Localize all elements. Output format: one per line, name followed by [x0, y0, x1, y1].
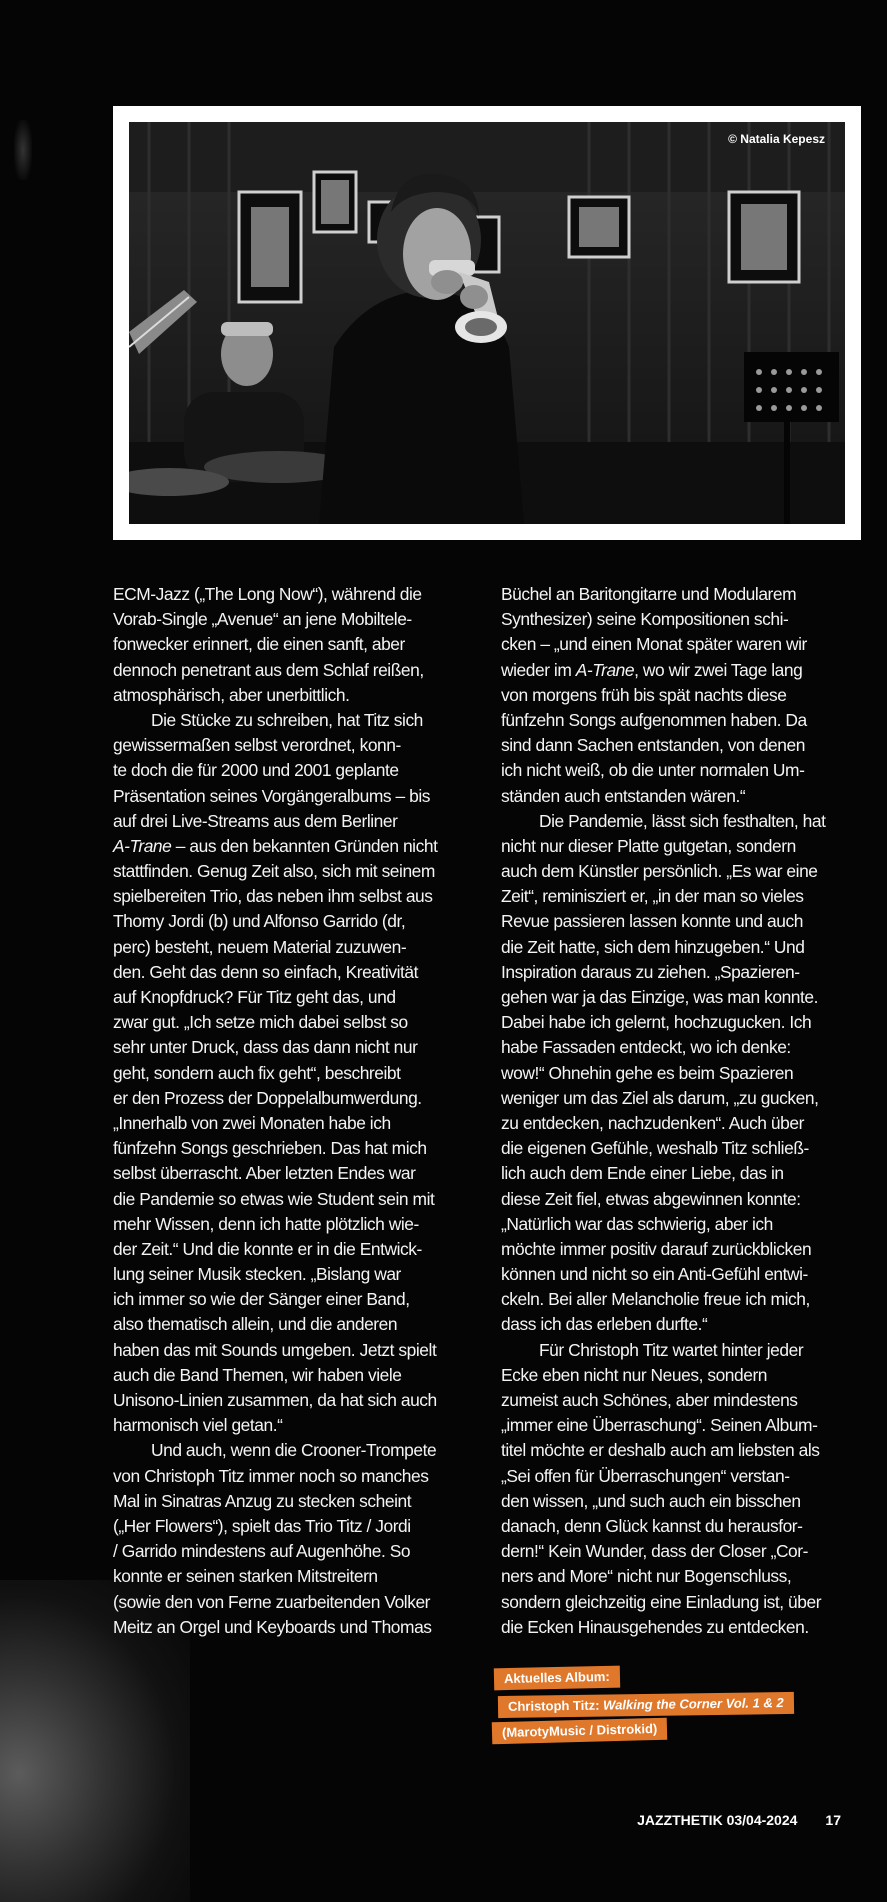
- article-line: [501, 1161, 863, 1186]
- album-info-box: [492, 1667, 812, 1747]
- line-text: „immer eine Überraschung“. Seinen Album-: [501, 1415, 818, 1436]
- line-text: cken – „und einen Monat später waren wir: [501, 634, 807, 655]
- venue-name: A-Trane: [575, 659, 635, 680]
- article-line: [113, 1413, 475, 1438]
- line-text: gehen war ja das Einzige, was man konnte.: [501, 987, 818, 1007]
- article-line: [501, 1615, 863, 1640]
- article-line: [113, 1187, 475, 1212]
- line-text: ständen auch entstanden wären.“: [501, 785, 746, 806]
- article-line: [501, 1539, 863, 1564]
- article-line: [501, 1363, 863, 1388]
- line-text: diese Zeit fiel, etwas abgewinnen konnte:: [501, 1188, 801, 1209]
- line-text: geht, sondern auch fix geht“, beschreibt: [113, 1062, 401, 1083]
- article-line: [113, 1061, 475, 1086]
- line-text: habe Fassaden entdeckt, wo ich denke:: [501, 1037, 791, 1058]
- article-line: [501, 1413, 863, 1438]
- line-text: von morgens früh bis spät nachts diese: [501, 684, 787, 705]
- article-line: [113, 935, 475, 960]
- line-text: die Ecken Hinausgehendes zu entdecken.: [501, 1616, 809, 1637]
- line-text: Die Stücke zu schreiben, hat Titz sich: [151, 709, 423, 730]
- line-text: Zeit“, reminisziert er, „in der man so vieles: [501, 886, 804, 907]
- line-text: der Zeit.“ Und die konnte er in die Entwick-: [113, 1238, 422, 1259]
- article-line: [501, 1590, 863, 1615]
- line-text: (sowie den von Ferne zuarbeitenden Volker: [113, 1591, 431, 1612]
- venue-name: A-Trane: [113, 835, 172, 856]
- article-line: [501, 658, 863, 683]
- article-line: [113, 1363, 475, 1388]
- article-line: [501, 909, 863, 934]
- article-line: [113, 1489, 475, 1514]
- line-text: sehr unter Druck, dass das dann nicht nur: [113, 1037, 418, 1058]
- article-line: [113, 658, 475, 683]
- article-line: [501, 1338, 863, 1363]
- article-line: [501, 784, 863, 809]
- line-text: Präsentation seines Vorgängeralbums – bis: [113, 785, 431, 806]
- article-column-right: [501, 582, 863, 1640]
- article-line: [113, 708, 475, 733]
- page-number: 17: [825, 1812, 841, 1828]
- article-line: [113, 1161, 475, 1186]
- line-text: perc) besteht, neuem Material zuzuwen-: [113, 936, 407, 957]
- line-text: („Her Flowers“), spielt das Trio Titz / Jordi: [113, 1515, 411, 1536]
- line-text: ners and More“ nicht nur Bogenschluss,: [501, 1566, 792, 1587]
- line-text: Unisono-Linien zusammen, da hat sich auch: [113, 1390, 437, 1410]
- line-text: „Sei offen für Überraschungen“ verstan-: [501, 1465, 790, 1486]
- line-text: ckeln. Bei aller Melancholie freue ich mich,: [501, 1289, 810, 1310]
- article-line: [113, 1590, 475, 1615]
- line-text: er den Prozess der Doppelalbumwerdung.: [113, 1087, 422, 1108]
- article-line: [113, 733, 475, 758]
- line-text: die Pandemie so etwas wie Student sein mit: [113, 1188, 435, 1209]
- line-text: sondern gleichzeitig eine Einladung ist, über: [501, 1591, 822, 1612]
- line-text: „Innerhalb von zwei Monaten habe ich: [113, 1112, 391, 1133]
- album-publisher: (MarotyMusic / Distrokid): [501, 1720, 658, 1741]
- article-line: [501, 1262, 863, 1287]
- article-line: [113, 1111, 475, 1136]
- article-line: [113, 909, 475, 934]
- line-text: weniger um das Ziel als darum, „zu gucken,: [501, 1087, 819, 1108]
- article-line: [113, 1035, 475, 1060]
- line-text: auf drei Live-Streams aus dem Berliner: [113, 810, 398, 831]
- article-line: [113, 809, 475, 834]
- article-line: [501, 1212, 863, 1237]
- line-text: Mal in Sinatras Anzug zu stecken scheint: [113, 1490, 412, 1511]
- article-line: [501, 1035, 863, 1060]
- article-line: [113, 1010, 475, 1035]
- album-label-tag: [494, 1666, 620, 1691]
- line-text: ich immer so wie der Sänger einer Band,: [113, 1289, 410, 1310]
- article-line: [501, 1464, 863, 1489]
- line-text: Synthesizer) seine Kompositionen schi-: [501, 609, 789, 630]
- line-text: gewissermaßen selbst verordnet, konn-: [113, 735, 401, 756]
- line-text: mehr Wissen, denn ich hatte plötzlich wie-: [113, 1213, 419, 1234]
- line-text: also thematisch allein, und die anderen: [113, 1314, 398, 1335]
- photo-frame: [113, 106, 861, 540]
- line-text: lung seiner Musik stecken. „Bislang war: [113, 1264, 401, 1285]
- article-line: [113, 1388, 475, 1413]
- article-line: [501, 935, 863, 960]
- line-text: dern!“ Kein Wunder, dass der Closer „Cor-: [501, 1541, 808, 1562]
- line-text: zwar gut. „Ich setze mich dabei selbst so: [113, 1012, 408, 1033]
- line-text: fonwecker erinnert, die einen sanft, aber: [113, 634, 405, 655]
- line-text: Thomy Jordi (b) und Alfonso Garrido (dr,: [113, 911, 406, 932]
- line-text: zu entdecken, nachzudenken“. Auch über: [501, 1112, 804, 1133]
- line-text: nicht nur dieser Platte gutgetan, sondern: [501, 835, 796, 856]
- line-text: Ecke eben nicht nur Neues, sondern: [501, 1364, 768, 1385]
- article-line: [113, 1338, 475, 1363]
- article-line: [501, 1111, 863, 1136]
- page-footer: [637, 1812, 841, 1828]
- article-line: [501, 1287, 863, 1312]
- album-artist: Christoph Titz:: [507, 1697, 604, 1714]
- article-line: [113, 985, 475, 1010]
- article-line: [501, 1388, 863, 1413]
- line-text: Inspiration daraus zu ziehen. „Spazieren-: [501, 961, 800, 982]
- line-text: die eigenen Gefühle, weshalb Titz schließ-: [501, 1138, 809, 1159]
- article-line: [113, 1287, 475, 1312]
- article-line: [501, 1514, 863, 1539]
- line-text: ECM-Jazz („The Long Now“), während die: [113, 584, 422, 604]
- line-text: den wissen, „und such auch ein bisschen: [501, 1490, 801, 1511]
- line-text: – aus den bekannten Gründen nicht: [171, 835, 438, 856]
- line-text: / Garrido mindestens auf Augenhöhe. So: [113, 1541, 411, 1562]
- line-text: Meitz an Orgel und Keyboards und Thomas: [113, 1616, 432, 1637]
- line-text: selbst überrascht. Aber letzten Endes war: [113, 1163, 416, 1184]
- article-line: [501, 582, 863, 607]
- line-text: sind dann Sachen entstanden, von denen: [501, 735, 805, 756]
- line-text: auch die Band Themen, wir haben viele: [113, 1364, 402, 1385]
- line-text: dass ich das erleben durfte.“: [501, 1314, 708, 1335]
- concert-photo: [129, 122, 845, 524]
- line-text: Die Pandemie, lässt sich festhalten, hat: [539, 810, 826, 831]
- article-line: [501, 758, 863, 783]
- line-text: konnte er seinen starken Mitstreitern: [113, 1566, 378, 1587]
- article-line: [113, 1312, 475, 1337]
- article-line: [501, 809, 863, 834]
- background-shadow-top: [14, 120, 32, 180]
- line-text: können und nicht so ein Anti-Gefühl entwi-: [501, 1264, 808, 1285]
- line-text: „Natürlich war das schwierig, aber ich: [501, 1213, 773, 1234]
- line-text: fünfzehn Songs aufgenommen haben. Da: [501, 709, 807, 730]
- article-line: [113, 607, 475, 632]
- article-line: [501, 884, 863, 909]
- line-text: danach, denn Glück kannst du herausfor-: [501, 1515, 803, 1536]
- album-title-tag: [498, 1692, 794, 1718]
- article-line: [113, 960, 475, 985]
- line-text: dennoch penetrant aus dem Schlaf reißen,: [113, 659, 424, 680]
- article-line: [501, 1237, 863, 1262]
- article-line: [113, 683, 475, 708]
- article-line: [113, 758, 475, 783]
- line-text: stattfinden. Genug Zeit also, sich mit seinem: [113, 861, 435, 882]
- article-line: [113, 1086, 475, 1111]
- article-line: [501, 1438, 863, 1463]
- article-line: [501, 1312, 863, 1337]
- article-line: [501, 1136, 863, 1161]
- article-column-left: [113, 582, 475, 1640]
- article-line: [501, 960, 863, 985]
- line-text: den. Geht das denn so einfach, Kreativität: [113, 961, 418, 982]
- line-text: wieder im: [501, 659, 576, 680]
- line-text: auch dem Künstler persönlich. „Es war eine: [501, 861, 818, 882]
- article-line: [113, 582, 475, 607]
- line-text: zumeist auch Schönes, aber mindestens: [501, 1390, 798, 1410]
- article-line: [113, 784, 475, 809]
- line-text: ich nicht weiß, ob die unter normalen Um-: [501, 760, 805, 781]
- article-line: [113, 1212, 475, 1237]
- article-line: [113, 1438, 475, 1463]
- article-line: [501, 708, 863, 733]
- line-text: te doch die für 2000 und 2001 geplante: [113, 760, 399, 781]
- line-text: Für Christoph Titz wartet hinter jeder: [539, 1339, 804, 1360]
- article-line: [501, 1187, 863, 1212]
- magazine-issue: JAZZTHETIK 03/04-2024: [637, 1812, 798, 1828]
- article-line: [113, 884, 475, 909]
- line-text: Revue passieren lassen konnte und auch: [501, 911, 803, 932]
- concert-photo-illustration: [129, 122, 845, 524]
- line-text: titel möchte er deshalb auch am liebsten als: [501, 1440, 820, 1461]
- article-line: [501, 1010, 863, 1035]
- line-text: Büchel an Baritongitarre und Modularem: [501, 584, 797, 604]
- article-line: [501, 1564, 863, 1589]
- article-line: [113, 1262, 475, 1287]
- article-line: [113, 1464, 475, 1489]
- line-text: harmonisch viel getan.“: [113, 1415, 283, 1436]
- line-text: auf Knopfdruck? Für Titz geht das, und: [113, 987, 396, 1007]
- line-text: Und auch, wenn die Crooner-Trompete: [151, 1440, 437, 1461]
- photo-credit: © Natalia Kepesz: [728, 132, 825, 146]
- album-title: Walking the Corner Vol. 1 & 2: [602, 1695, 784, 1713]
- line-text: haben das mit Sounds umgeben. Jetzt spielt: [113, 1339, 437, 1360]
- article-line: [501, 607, 863, 632]
- article-line: [113, 632, 475, 657]
- line-text: möchte immer positiv darauf zurückblicken: [501, 1238, 812, 1259]
- article-line: [501, 985, 863, 1010]
- article-line: [113, 1539, 475, 1564]
- article-line: [501, 1489, 863, 1514]
- line-text: wow!“ Ohnehin gehe es beim Spazieren: [501, 1062, 794, 1083]
- article-line: [113, 1136, 475, 1161]
- line-text: Vorab-Single „Avenue“ an jene Mobiltele-: [113, 609, 412, 630]
- line-text: fünfzehn Songs geschrieben. Das hat mich: [113, 1138, 427, 1159]
- article-line: [113, 859, 475, 884]
- line-text: , wo wir zwei Tage lang: [634, 659, 803, 680]
- article-line: [113, 1514, 475, 1539]
- article-line: [113, 1564, 475, 1589]
- article-line: [501, 683, 863, 708]
- article-line: [113, 1615, 475, 1640]
- article-line: [501, 1061, 863, 1086]
- line-text: lich auch dem Ende einer Liebe, das in: [501, 1163, 784, 1184]
- article-line: [113, 1237, 475, 1262]
- album-publisher-tag: [492, 1718, 668, 1745]
- article-line: [501, 733, 863, 758]
- article-line: [113, 834, 475, 859]
- article-line: [501, 1086, 863, 1111]
- line-text: Dabei habe ich gelernt, hochzugucken. Ich: [501, 1012, 812, 1033]
- article-line: [501, 859, 863, 884]
- article-line: [501, 834, 863, 859]
- line-text: die Zeit hatte, sich dem hinzugeben.“ Und: [501, 936, 805, 957]
- line-text: von Christoph Titz immer noch so manches: [113, 1465, 429, 1486]
- line-text: atmosphärisch, aber unerbittlich.: [113, 684, 350, 705]
- article-line: [501, 632, 863, 657]
- line-text: spielbereiten Trio, das neben ihm selbst aus: [113, 886, 433, 907]
- album-label: Aktuelles Album:: [503, 1668, 610, 1687]
